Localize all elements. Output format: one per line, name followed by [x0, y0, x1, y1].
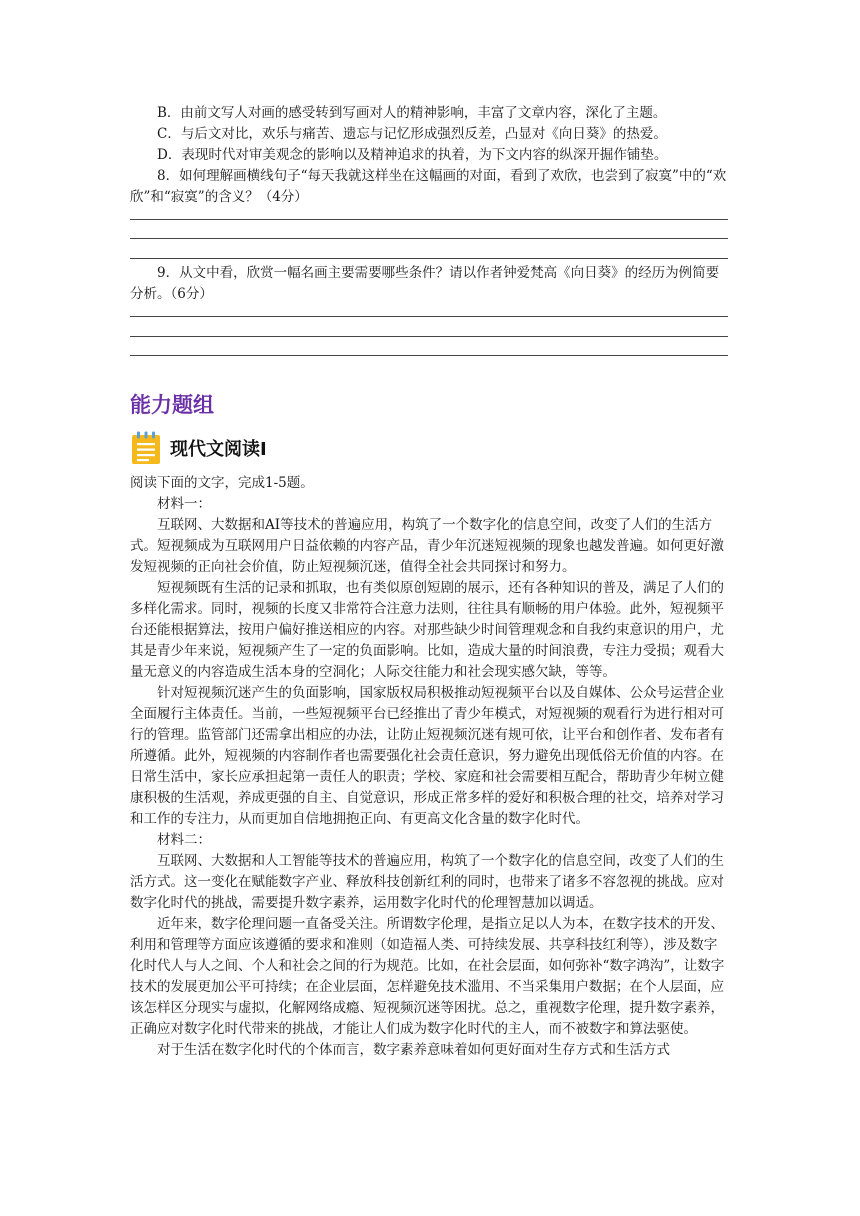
material-1-paragraph: 短视频既有生活的记录和抓取，也有类似原创短剧的展示，还有各种知识的普及，满足了人们的多样化需求。同时，视频的长度又非常符合注意力法则，往往具有顺畅的用户体验。此外，短视频平台还能根据算法，按用户偏好推送相应的内容。对那些缺少时间管理观念和自我约束意识的用户，尤其是青少年来说，短视频产生了一定的负面影响。比如，造成大量的时间浪费，专注力受损；观看大量无意义的内容造成生活本身的空洞化；人际交往能力和社会现实感欠缺，等等。 [130, 580, 724, 680]
material-1-label: 材料一： [157, 496, 211, 512]
material-2-paragraph: 对于生活在数字化时代的个体而言，数字素养意味着如何更好面对生存方式和生活方式 [157, 1042, 670, 1058]
question-9: 9．从文中看，欣赏一幅名画主要需要哪些条件？请以作者钟爱梵高《向日葵》的经历为例简要分析。（6分） [130, 265, 720, 302]
options-block [130, 103, 730, 208]
material-1-paragraph: 互联网、大数据和AI等技术的普遍应用，构筑了一个数字化的信息空间，改变了人们的生活方式。短视频成为互联网用户日益依赖的内容产品，青少年沉迷短视频的现象也越发普遍。如何更好激发短视频的正向社会价值，防止短视频沉迷，值得全社会共同探讨和努力。 [130, 517, 724, 575]
notepad-icon [130, 431, 162, 465]
section-title: 能力题组 [130, 393, 214, 417]
sub-heading-title: 现代文阅读Ⅰ [170, 439, 267, 460]
material-2-label: 材料二： [157, 832, 211, 848]
reading-body [130, 473, 730, 1061]
sub-heading [130, 430, 267, 466]
option-c: C．与后文对比，欢乐与痛苦、遗忘与记忆形成强烈反差，凸显对《向日葵》的热爱。 [157, 126, 667, 142]
answer-line [130, 258, 728, 259]
material-2-paragraph: 近年来，数字伦理问题一直备受关注。所谓数字伦理，是指立足以人为本，在数字技术的开发、利用和管理等方面应该遵循的要求和准则（如造福人类、可持续发展、共享科技红利等），涉及数字化时代人与人之间、个人和社会之间的行为规范。比如，在社会层面，如何弥补“数字鸿沟”，让数字技术的发展更加公平可持续；在企业层面，怎样避免技术滥用、不当采集用户数据；在个人层面，应该怎样区分现实与虚拟，化解网络成瘾、短视频沉迷等困扰。总之，重视数字伦理，提升数字素养，正确应对数字化时代带来的挑战，才能让人们成为数字化时代的主人，而不被数字和算法驱使。 [130, 916, 725, 1037]
reading-instruction: 阅读下面的文字，完成1-5题。 [130, 475, 314, 491]
option-d: D．表现时代对审美观念的影响以及精神追求的执着，为下文内容的纵深开掘作铺垫。 [157, 147, 668, 163]
answer-line [130, 316, 728, 317]
material-1-paragraph: 针对短视频沉迷产生的负面影响，国家版权局积极推动短视频平台以及自媒体、公众号运营企业全面履行主体责任。当前，一些短视频平台已经推出了青少年模式，对短视频的观看行为进行相对可行的管理。监管部门还需拿出相应的办法，让防止短视频沉迷有规可依，让平台和创作者、发布者有所遵循。此外，短视频的内容制作者也需要强化社会责任意识，努力避免出现低俗无价值的内容。在日常生活中，家长应承担起第一责任人的职责；学校、家庭和社会需要相互配合，帮助青少年树立健康积极的生活观，养成更强的自主、自觉意识，形成正常多样的爱好和积极合理的社交，培养对学习和工作的专注力，从而更加自信地拥抱正向、有更高文化含量的数字化时代。 [130, 685, 724, 827]
answer-line [130, 355, 728, 356]
answer-line [130, 238, 728, 239]
answer-line [130, 336, 728, 337]
question-8: 8．如何理解画横线句子“每天我就这样坐在这幅画的对面，看到了欢欣，也尝到了寂寞”中的“欢欣”和“寂寞”的含义？（4分） [130, 168, 727, 205]
option-b: B．由前文写人对画的感受转到写画对人的精神影响，丰富了文章内容，深化了主题。 [157, 105, 667, 121]
material-2-paragraph: 互联网、大数据和人工智能等技术的普遍应用，构筑了一个数字化的信息空间，改变了人们的生活方式。这一变化在赋能数字产业、释放科技创新红利的同时，也带来了诸多不容忽视的挑战。应对数字化时代的挑战，需要提升数字素养，运用数字化时代的伦理智慧加以调适。 [130, 853, 724, 911]
question-9-block [130, 263, 730, 305]
answer-line [130, 219, 728, 220]
